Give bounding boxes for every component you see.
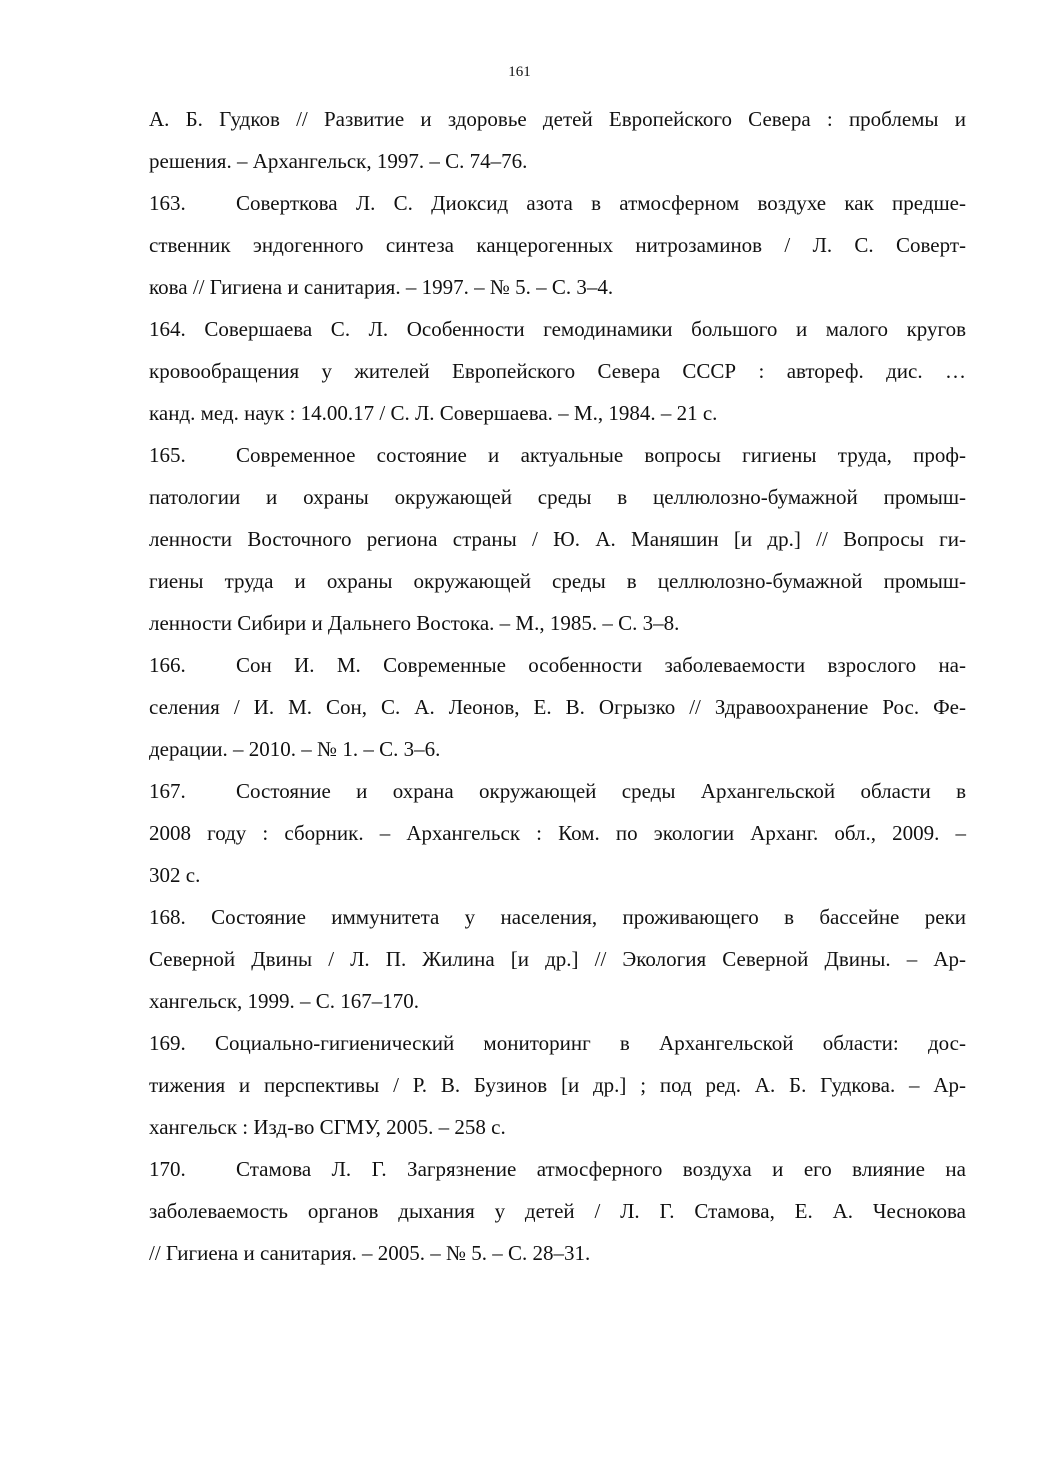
entry-first-line xyxy=(149,182,966,224)
bibliography-list xyxy=(149,98,966,1274)
bibliography-entry xyxy=(149,896,966,1022)
entry-number: 167. xyxy=(149,779,186,803)
entry-number: 165. xyxy=(149,443,186,467)
entry-line: дерации. – 2010. – № 1. – С. 3–6. xyxy=(149,737,441,761)
entry-first-line xyxy=(149,1148,966,1190)
entry-line: решения. – Архангельск, 1997. – С. 74–76. xyxy=(149,149,528,173)
entry-line: Северной Двины / Л. П. Жилина [и др.] // Экология Северной Двины. – Ар- xyxy=(149,947,966,971)
page-number: 161 xyxy=(508,64,531,80)
entry-number: 170. xyxy=(149,1157,186,1181)
bibliography-entry xyxy=(149,182,966,308)
bibliography-entry xyxy=(149,98,966,182)
entry-line: Стамова Л. Г. Загрязнение атмосферного воздуха и его влияние на xyxy=(236,1157,966,1181)
bibliography-entry xyxy=(149,434,966,644)
entry-line: 169. Социально-гигиенический мониторинг в Архангельской области: дос- xyxy=(149,1031,966,1055)
entry-line: ленности Сибири и Дальнего Востока. – М., 1985. – С. 3–8. xyxy=(149,611,680,635)
entry-line: Современное состояние и актуальные вопросы гигиены труда, проф- xyxy=(236,443,966,467)
entry-line: патологии и охраны окружающей среды в целлюлозно-бумажной промыш- xyxy=(149,485,966,509)
entry-line: Сон И. М. Современные особенности заболеваемости взрослого на- xyxy=(236,653,966,677)
entry-line: селения / И. М. Сон, С. А. Леонов, Е. В. Огрызко // Здравоохранение Рос. Фе- xyxy=(149,695,966,719)
entry-line: канд. мед. наук : 14.00.17 / С. Л. Совершаева. – М., 1984. – 21 с. xyxy=(149,401,718,425)
entry-line: тижения и перспективы / Р. В. Бузинов [и др.] ; под ред. А. Б. Гудкова. – Ар- xyxy=(149,1073,966,1097)
entry-line: кровообращения у жителей Европейского Севера СССР : автореф. дис. … xyxy=(149,359,966,383)
entry-line: хангельск : Изд-во СГМУ, 2005. – 258 с. xyxy=(149,1115,506,1139)
entry-line: 164. Совершаева С. Л. Особенности гемодинамики большого и малого кругов xyxy=(149,317,966,341)
entry-line: кова // Гигиена и санитария. – 1997. – № 5. – С. 3–4. xyxy=(149,275,614,299)
entry-line: 2008 году : сборник. – Архангельск : Ком. по экологии Арханг. обл., 2009. – xyxy=(149,821,966,845)
bibliography-entry xyxy=(149,770,966,896)
entry-line: ленности Восточного региона страны / Ю. А. Маняшин [и др.] // Вопросы ги- xyxy=(149,527,966,551)
entry-line: Состояние и охрана окружающей среды Архангельской области в xyxy=(236,779,966,803)
entry-line: хангельск, 1999. – С. 167–170. xyxy=(149,989,420,1013)
entry-number: 166. xyxy=(149,653,186,677)
bibliography-entry xyxy=(149,1022,966,1148)
entry-line: // Гигиена и санитария. – 2005. – № 5. – С. 28–31. xyxy=(149,1241,591,1265)
entry-first-line xyxy=(149,644,966,686)
entry-first-line xyxy=(149,434,966,476)
bibliography-entry xyxy=(149,644,966,770)
entry-line: гиены труда и охраны окружающей среды в целлюлозно-бумажной промыш- xyxy=(149,569,966,593)
entry-line: Соверткова Л. С. Диоксид азота в атмосферном воздухе как предше- xyxy=(236,191,966,215)
entry-line: 168. Состояние иммунитета у населения, проживающего в бассейне реки xyxy=(149,905,966,929)
entry-first-line xyxy=(149,770,966,812)
entry-line: 302 с. xyxy=(149,863,201,887)
bibliography-entry xyxy=(149,308,966,434)
bibliography-entry xyxy=(149,1148,966,1274)
entry-number: 163. xyxy=(149,191,186,215)
entry-line: заболеваемость органов дыхания у детей / Л. Г. Стамова, Е. А. Чеснокова xyxy=(149,1199,966,1223)
entry-line: ственник эндогенного синтеза канцерогенных нитрозаминов / Л. С. Соверт- xyxy=(149,233,966,257)
entry-line: А. Б. Гудков // Развитие и здоровье детей Европейского Севера : проблемы и xyxy=(149,107,966,131)
